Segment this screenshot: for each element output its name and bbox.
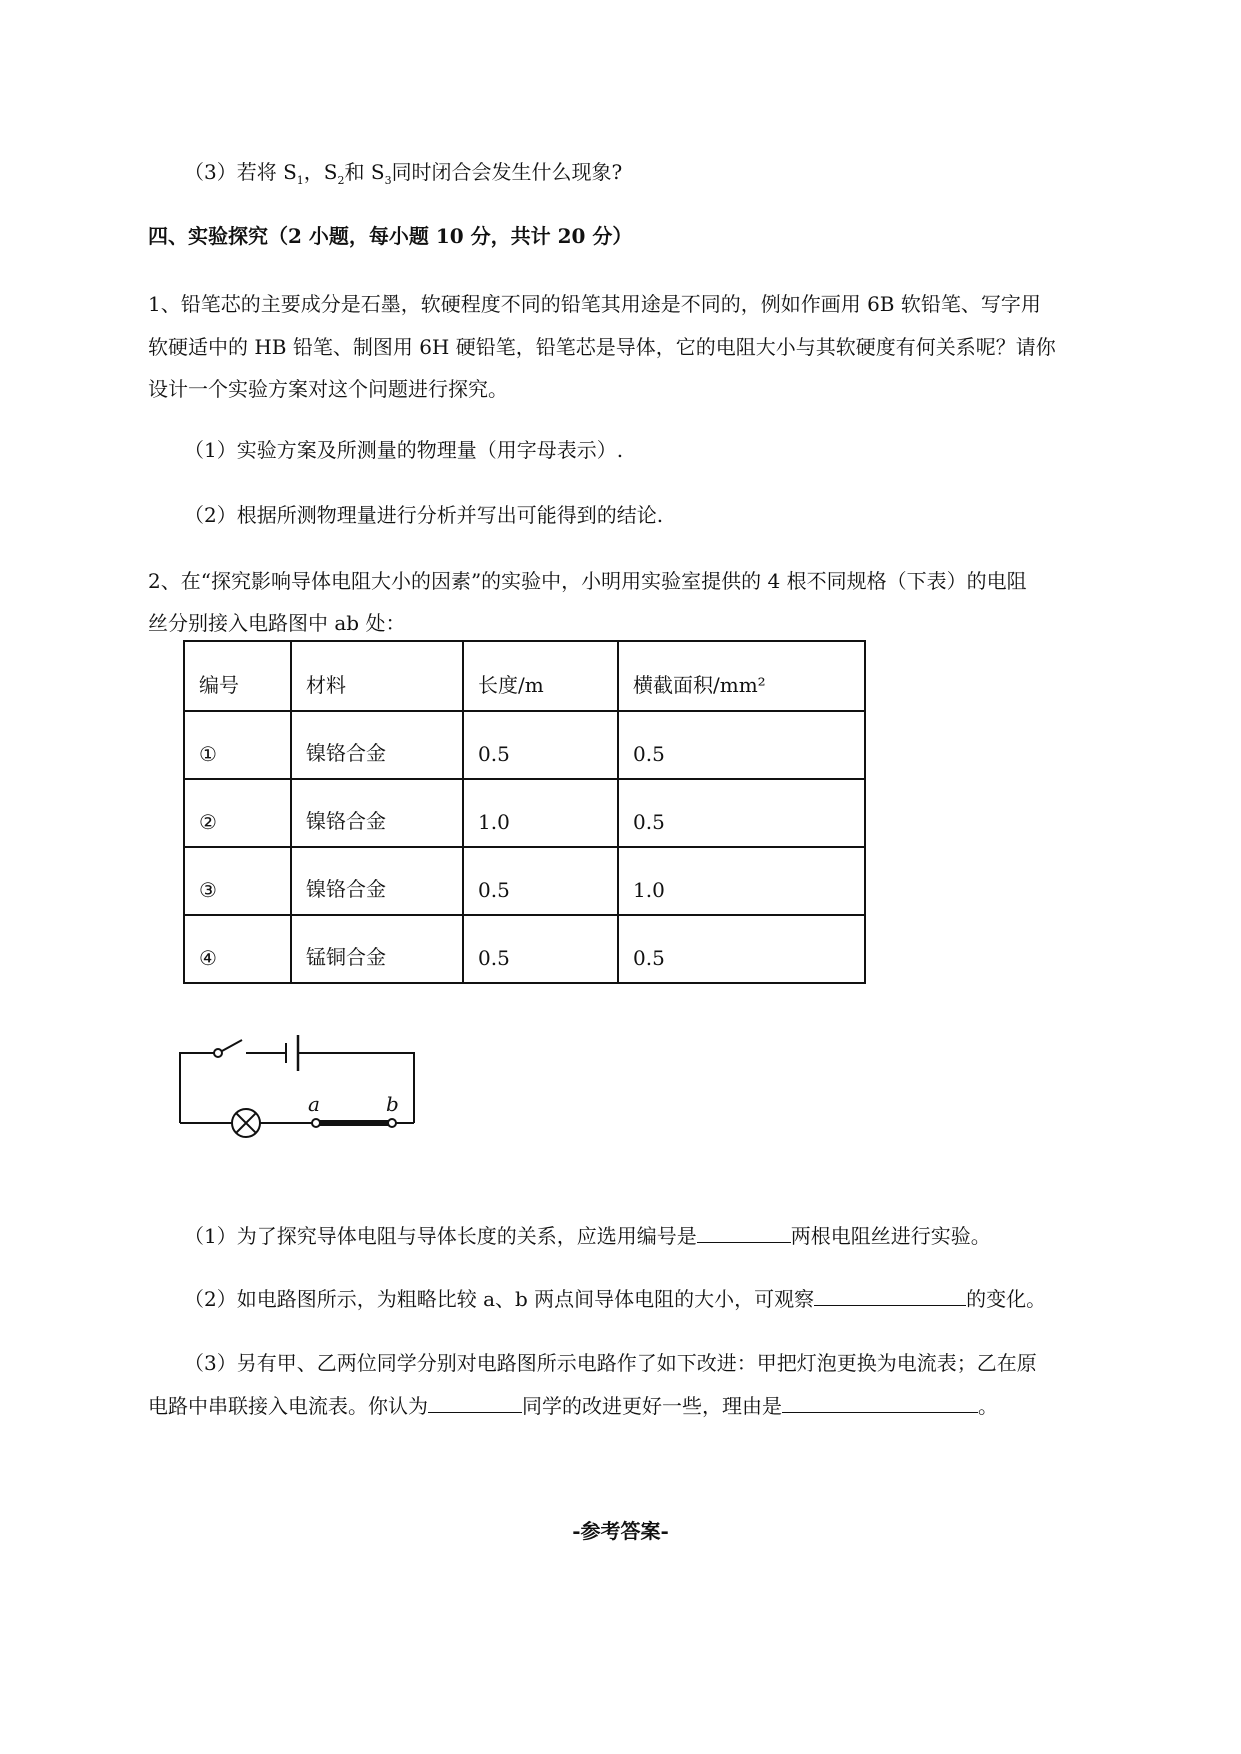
- section-title: 四、实验探究（2 小题，每小题 10 分，共计 20 分）: [148, 224, 633, 248]
- table-cell: ①: [184, 711, 291, 779]
- table-cell: 0.5: [618, 711, 865, 779]
- table-header-row: [184, 641, 865, 711]
- question-3-text: （3）若将 $S_1$，$S_2$和 $S_3$同时闭合会发生什么现象?: [184, 160, 623, 187]
- p1-line3: 设计一个实验方案对这个问题进行探究。: [148, 377, 508, 401]
- circuit-wire: [180, 1053, 214, 1123]
- table-cell: ②: [184, 779, 291, 847]
- q2-subquestion-1: （1）为了探究导体电阻与导体长度的关系，应选用编号是 两根电阻丝进行实验。: [184, 1224, 991, 1248]
- circuit-diagram: [170, 1035, 430, 1165]
- label-a: a: [308, 1092, 320, 1116]
- table-row: [184, 711, 865, 779]
- label-b: b: [386, 1092, 399, 1116]
- switch-blade: [222, 1040, 242, 1051]
- terminal-b: [388, 1119, 396, 1127]
- p1-line1: 1、铅笔芯的主要成分是石墨，软硬程度不同的铅笔其用途是不同的，例如作画用 6B 软铅笔、写字用: [148, 292, 1041, 316]
- table-cell: 镍铬合金: [291, 711, 463, 779]
- table-cell: 0.5: [463, 915, 618, 983]
- lamp-cross: [236, 1113, 256, 1133]
- table-row: [184, 779, 865, 847]
- q2-subquestion-3-line2: 电路中串联接入电流表。你认为 同学的改进更好一些，理由是 。: [148, 1394, 998, 1418]
- answer-blank[interactable]: [782, 1392, 978, 1413]
- table-cell: 1.0: [618, 847, 865, 915]
- table-cell: 镍铬合金: [291, 847, 463, 915]
- table-cell: ④: [184, 915, 291, 983]
- table-cell: ③: [184, 847, 291, 915]
- table-header-cell: 编号: [184, 641, 291, 711]
- table-cell: 0.5: [618, 915, 865, 983]
- p1-subquestion-1: （1）实验方案及所测量的物理量（用字母表示）.: [184, 438, 624, 462]
- answer-blank[interactable]: [814, 1285, 966, 1306]
- table-cell: 镍铬合金: [291, 779, 463, 847]
- q2-subquestion-2: （2）如电路图所示，为粗略比较 a、b 两点间导体电阻的大小，可观察 的变化。: [184, 1287, 1047, 1311]
- table-cell: 1.0: [463, 779, 618, 847]
- p2-line1: 2、在“探究影响导体电阻大小的因素”的实验中，小明用实验室提供的 4 根不同规格（下表）的电阻: [148, 569, 1027, 593]
- terminal-a: [312, 1119, 320, 1127]
- table-cell: 锰铜合金: [291, 915, 463, 983]
- table-header-cell: 材料: [291, 641, 463, 711]
- p1-line2: 软硬适中的 HB 铅笔、制图用 6H 硬铅笔，铅笔芯是导体，它的电阻大小与其软硬度有何关系呢？请你: [148, 335, 1056, 359]
- answer-blank[interactable]: [697, 1222, 791, 1243]
- p1-subquestion-2: （2）根据所测物理量进行分析并写出可能得到的结论.: [184, 503, 664, 527]
- answer-blank[interactable]: [428, 1392, 522, 1413]
- switch-contact: [214, 1049, 222, 1057]
- table-header-cell: 长度/m: [463, 641, 618, 711]
- answer-heading: -参考答案-: [572, 1519, 669, 1543]
- q2-subquestion-3-line1: （3）另有甲、乙两位同学分别对电路图所示电路作了如下改进：甲把灯泡更换为电流表；乙在原: [184, 1351, 1037, 1375]
- table-cell: 0.5: [463, 847, 618, 915]
- table-cell: 0.5: [463, 711, 618, 779]
- table-header-cell: 横截面积/mm²: [618, 641, 865, 711]
- table-cell: 0.5: [618, 779, 865, 847]
- p2-line2: 丝分别接入电路图中 ab 处：: [148, 611, 406, 635]
- resistance-wire-table: [183, 640, 866, 984]
- table-row: [184, 847, 865, 915]
- table-row: [184, 915, 865, 983]
